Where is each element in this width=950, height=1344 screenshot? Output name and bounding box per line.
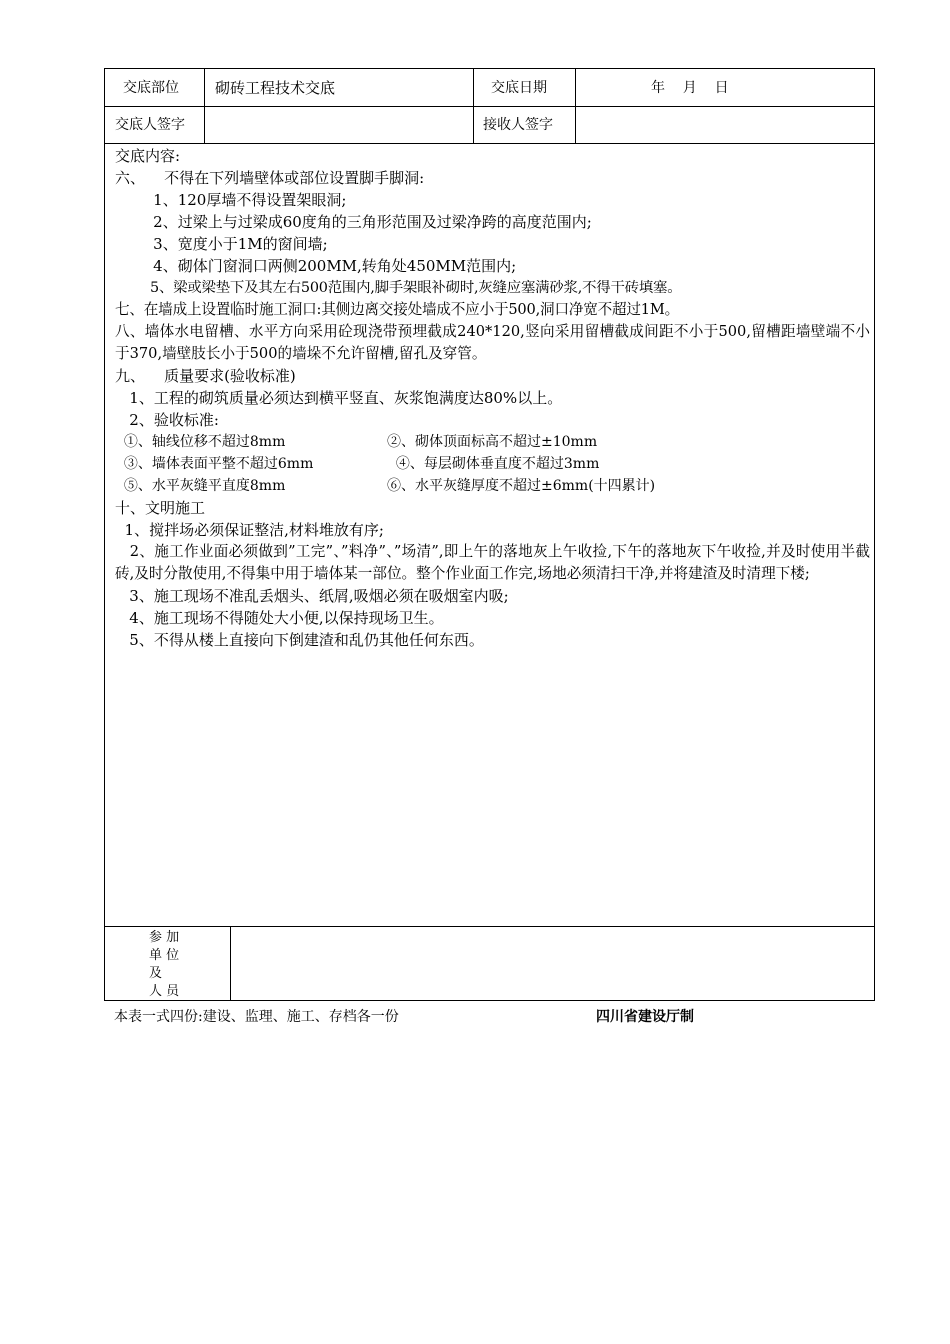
content-line: 1、120厚墙不得设置架眼洞; bbox=[115, 191, 347, 209]
content-line: 2、验收标准: bbox=[115, 411, 219, 429]
content-line: 九、 质量要求(验收标准) bbox=[115, 367, 296, 385]
criteria-row bbox=[115, 475, 870, 497]
date-value: 年 月 日 bbox=[651, 80, 729, 96]
receiver-signature-label: 接收人签字 bbox=[483, 117, 553, 133]
content-line: 5、梁或梁垫下及其左右500范围内,脚手架眼补砌时,灰缝应塞满砂浆,不得干砖填塞。 bbox=[115, 280, 682, 296]
date-label: 交底日期 bbox=[491, 80, 547, 96]
content-line: 4、施工现场不得随处大小便,以保持现场卫生。 bbox=[115, 609, 444, 627]
content-title: 交底内容: bbox=[115, 147, 181, 165]
content-paragraph: 2、施工作业面必须做到”工完”、”料净”、”场清”,即上午的落地灰上午收捡,下午的落地灰下午收捡,并及时使用半截砖,及时分散使用,不得集中用于墙体某一部位。整个作业面工作完,场地必须清扫干净,并将建渣及时清理下楼; bbox=[115, 543, 870, 582]
criteria-row bbox=[115, 453, 870, 475]
row-divider bbox=[105, 143, 874, 144]
criteria-item: ①、轴线位移不超过8mm bbox=[115, 434, 286, 450]
participants-label-line: 参 加 bbox=[149, 930, 180, 945]
participants-label-line: 及 bbox=[149, 966, 163, 981]
criteria-item: ③、墙体表面平整不超过6mm bbox=[115, 456, 314, 472]
col-divider bbox=[230, 926, 231, 1001]
location-label: 交底部位 bbox=[123, 80, 179, 96]
disclosure-form bbox=[104, 68, 875, 1001]
content-line: 1、工程的砌筑质量必须达到横平竖直、灰浆饱满度达80%以上。 bbox=[115, 389, 563, 407]
copies-note: 本表一式四份:建设、监理、施工、存档各一份 bbox=[114, 1009, 399, 1025]
content-line: 4、砌体门窗洞口两侧200MM,转角处450MM范围内; bbox=[115, 257, 517, 275]
content-line: 1、搅拌场必须保证整洁,材料堆放有序; bbox=[115, 521, 384, 539]
participants-label-line: 单 位 bbox=[149, 948, 180, 963]
row-divider bbox=[105, 106, 874, 107]
content-line: 2、过梁上与过梁成60度角的三角形范围及过梁净跨的高度范围内; bbox=[115, 213, 592, 231]
discloser-signature-label: 交底人签字 bbox=[115, 117, 185, 133]
criteria-item: ⑥、水平灰缝厚度不超过±6mm(十四累计) bbox=[387, 478, 656, 494]
content-line: 六、 不得在下列墙壁体或部位设置脚手脚洞: bbox=[115, 169, 425, 187]
location-value: 砌砖工程技术交底 bbox=[215, 79, 336, 97]
criteria-item: ④、每层砌体垂直度不超过3mm bbox=[387, 456, 600, 472]
col-divider bbox=[575, 69, 576, 143]
content-line: 七、在墙成上设置临时施工洞口:其侧边离交接处墙成不应小于500,洞口净宽不超过1M。 bbox=[115, 301, 680, 318]
content-line: 5、不得从楼上直接向下倒建渣和乱仍其他任何东西。 bbox=[115, 631, 484, 649]
participants-label bbox=[149, 929, 179, 1001]
criteria-item: ⑤、水平灰缝平直度8mm bbox=[115, 478, 286, 494]
criteria-row bbox=[115, 431, 870, 453]
disclosure-content bbox=[115, 145, 870, 651]
col-divider bbox=[473, 69, 474, 143]
criteria-item: ②、砌体顶面标高不超过±10mm bbox=[387, 434, 598, 450]
issuer-note: 四川省建设厅制 bbox=[596, 1009, 694, 1025]
content-line: 十、文明施工 bbox=[115, 499, 206, 517]
row-divider bbox=[105, 926, 874, 927]
content-paragraph: 八、墙体水电留槽、水平方向采用砼现浇带预埋截成240*120,竖向采用留槽截成间距不小于500,留槽距墙壁端不小于370,墙壁肢长小于500的墙垛不允许留槽,留孔及穿管。 bbox=[115, 323, 870, 362]
participants-label-line: 人 员 bbox=[149, 984, 180, 999]
content-line: 3、宽度小于1M的窗间墙; bbox=[115, 235, 328, 253]
col-divider bbox=[204, 69, 205, 143]
content-line: 3、施工现场不准乱丢烟头、纸屑,吸烟必须在吸烟室内吸; bbox=[115, 587, 509, 605]
